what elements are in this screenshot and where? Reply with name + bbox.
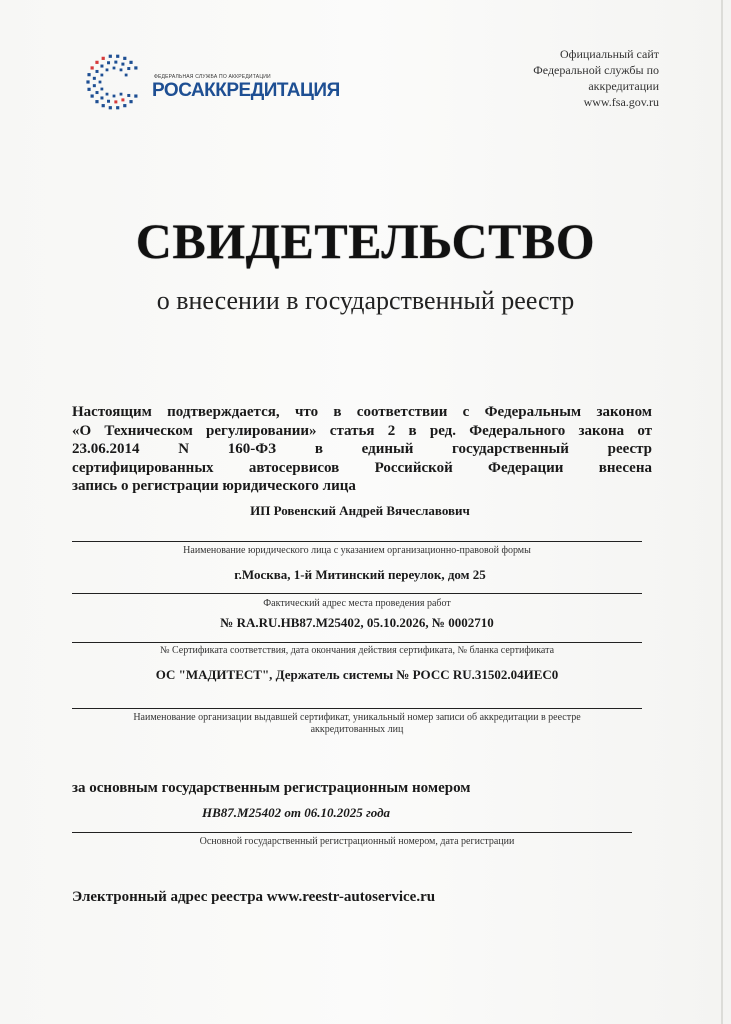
logo-dot bbox=[129, 61, 132, 64]
logo-dot bbox=[120, 93, 123, 96]
issuer-caption-line-2: аккредитованных лиц bbox=[310, 724, 404, 735]
logo-dot bbox=[91, 94, 94, 97]
logo-dot bbox=[87, 73, 90, 76]
logo-dot bbox=[100, 65, 103, 68]
logo-dot bbox=[93, 84, 96, 87]
address-value: г.Москва, 1-й Митинский переулок, дом 25 bbox=[234, 567, 486, 582]
logo-dot bbox=[129, 100, 132, 103]
official-site-block bbox=[533, 46, 659, 110]
intro-line-2: «О Техническом регулировании» статья 2 в ред. Федерального закона от bbox=[72, 422, 652, 439]
logo-dot bbox=[95, 100, 98, 103]
intro-line-5: запись о регистрации юридического лица bbox=[72, 478, 356, 494]
logo-dot bbox=[96, 70, 99, 73]
address-rule bbox=[72, 593, 642, 594]
logo-dot bbox=[107, 61, 110, 64]
registry-address: Электронный адрес реестра www.reestr-autoservice.ru bbox=[72, 889, 436, 905]
intro-line-3: 23.06.2014 N 160-ФЗ в единый государственный реестр bbox=[72, 441, 652, 457]
issuer-value: ОС "МАДИТЕСТ", Держатель системы № РОСС RU.31502.04ИЕС0 bbox=[155, 667, 559, 682]
logo-dot bbox=[121, 98, 124, 101]
certificate-value: № RA.RU.HB87.M25402, 05.10.2026, № 0002710 bbox=[220, 615, 494, 630]
certificate-caption: № Сертификата соответствия, дата окончания действия сертификата, № бланка сертификата bbox=[159, 645, 555, 656]
document-title: СВИДЕТЕЛЬСТВО bbox=[135, 213, 596, 269]
page-edge bbox=[721, 0, 723, 1024]
logo-dot bbox=[106, 93, 109, 96]
logo-dot bbox=[134, 94, 137, 97]
document-subtitle: о внесении в государственный реестр bbox=[156, 286, 575, 315]
logo-dot bbox=[86, 80, 89, 83]
logo-dot bbox=[134, 66, 137, 69]
logo-dot bbox=[123, 104, 126, 107]
logo-emblem-icon bbox=[80, 52, 152, 112]
logo-dot bbox=[100, 74, 103, 77]
site-line-2: Федеральной службы по bbox=[533, 63, 659, 77]
issuer-caption-line-1: Наименование организации выдавшей сертификат, уникальный номер записи об аккредитации в реестре bbox=[133, 712, 581, 723]
logo-dot bbox=[123, 57, 126, 60]
logo-dot bbox=[109, 106, 112, 109]
issuer-caption bbox=[72, 712, 642, 736]
registration-heading: за основным государственным регистрационным номером bbox=[72, 780, 471, 796]
logo-dot bbox=[96, 91, 99, 94]
logo-dot bbox=[102, 104, 105, 107]
logo-dot bbox=[127, 94, 130, 97]
logo-dot bbox=[113, 67, 116, 70]
logo-dot bbox=[99, 81, 102, 84]
logo-dot bbox=[114, 100, 117, 103]
logo-dot bbox=[120, 68, 123, 71]
registration-value: HB87.M25402 от 06.10.2025 года bbox=[202, 805, 391, 820]
logo-dot bbox=[87, 88, 90, 91]
certificate-rule bbox=[72, 642, 642, 643]
logo-dot bbox=[93, 77, 96, 80]
logo-dot bbox=[116, 55, 119, 58]
logo-dot bbox=[100, 96, 103, 99]
intro-paragraph bbox=[72, 403, 652, 496]
site-line-1: Официальный сайт bbox=[560, 47, 659, 61]
logo-dot bbox=[113, 95, 116, 98]
site-line-3: аккредитации bbox=[588, 79, 659, 93]
intro-line-4: сертифицированных автосервисов Российской Федерации внесена bbox=[72, 459, 652, 476]
intro-line-1: Настоящим подтверждается, что в соответствии с Федеральным законом bbox=[72, 404, 652, 420]
logo-dot bbox=[109, 55, 112, 58]
logo-dot bbox=[95, 61, 98, 64]
logo-top-text: ФЕДЕРАЛЬНАЯ СЛУЖБА ПО АККРЕДИТАЦИИ bbox=[154, 74, 271, 80]
logo-dot bbox=[121, 63, 124, 66]
entity-rule bbox=[72, 541, 642, 542]
logo-dot bbox=[116, 106, 119, 109]
logo-dot bbox=[114, 61, 117, 64]
entity-name: ИП Ровенский Андрей Вячеславович bbox=[250, 503, 470, 518]
address-caption: Фактический адрес места проведения работ bbox=[263, 598, 451, 609]
site-url: www.fsa.gov.ru bbox=[583, 95, 659, 109]
entity-caption: Наименование юридического лица с указанием организационно-правовой формы bbox=[183, 545, 531, 556]
logo-dot bbox=[107, 100, 110, 103]
rosaccreditation-logo bbox=[80, 52, 340, 112]
registration-caption: Основной государственный регистрационный номером, дата регистрации bbox=[199, 836, 515, 847]
logo-text: РОСАККРЕДИТАЦИЯ bbox=[152, 80, 340, 101]
logo-dot bbox=[127, 67, 130, 70]
logo-dot bbox=[91, 66, 94, 69]
logo-dot bbox=[100, 88, 103, 91]
logo-dot bbox=[125, 74, 128, 77]
registration-rule bbox=[72, 832, 632, 833]
issuer-rule bbox=[72, 708, 642, 709]
logo-dot bbox=[102, 57, 105, 60]
logo-dot bbox=[106, 68, 109, 71]
